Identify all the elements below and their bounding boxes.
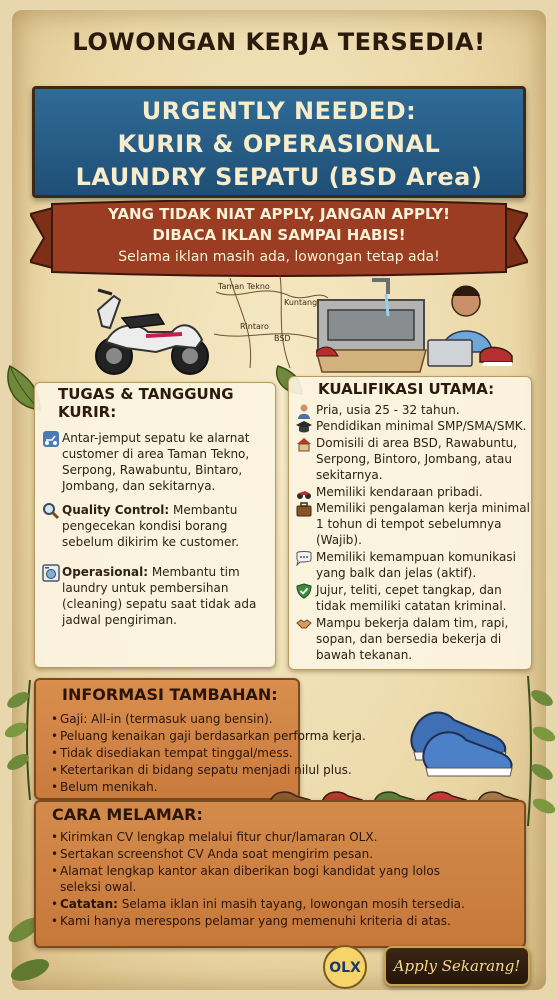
banner-line-2: KURIR & OPERASIONAL: [117, 130, 441, 158]
kualifikasi-item-text: Domisili di area BSD, Rawabuntu, Serpong, Bintoro, Jombang, atau sekitarnya.: [316, 436, 518, 482]
banner-line-3: LAUNDRY SEPATU (BSD Area): [75, 163, 483, 191]
delivery-scooter-icon: [42, 430, 60, 448]
banner-line-1: URGENTLY NEEDED:: [141, 97, 417, 125]
ribbon-line-3: Selama iklan masih ada, lowongan tetap ada!: [118, 249, 440, 265]
map-label-taman-tekno: Taman Tekno: [218, 282, 270, 291]
svg-text:OLX: OLX: [329, 960, 361, 976]
tugas-title-line-1: TUGAS & TANGGUNG: [58, 385, 234, 403]
ribbon-line-1: YANG TIDAK NIAT APPLY, JANGAN APPLY!: [108, 205, 450, 223]
map-label-rintaro: Rintaro: [240, 322, 269, 331]
magnifier-icon: [42, 502, 60, 520]
motorcycle-icon: [296, 485, 312, 501]
person-icon: [296, 403, 312, 419]
house-icon: [296, 436, 312, 452]
kualifikasi-item-text: Mampu bekerja dalam tim, rapi, sopan, dan bersedia bekerja di bawah tekanan.: [316, 616, 509, 662]
tugas-item-text: Quality Control: Membantu pengecekan kondisi borang sebelum dikirim ke customer.: [62, 503, 240, 549]
shield-check-icon: [296, 583, 312, 599]
map-label-bsd: BSD: [274, 334, 291, 343]
area-map: [210, 272, 330, 372]
cara-item: • Alamat lengkap kantor akan diberikan bogi kandidat yang lolos: [60, 863, 440, 879]
info-item: • Ketertarikan di bidang sepatu menjadi nilul plus.: [60, 762, 352, 778]
cara-item: • Catatan: Selama iklan ini masih tayang, lowongan mosih tersedia.: [60, 896, 465, 912]
map-label-kuntang: Kuntang: [284, 298, 318, 307]
cara-item: • Kirimkan CV lengkap melalui fitur chur/lamaran OLX.: [60, 829, 377, 845]
info-item: • Tidak disediakan tempat tinggal/mess.: [60, 745, 293, 761]
info-item: • Peluang kenaikan gaji berdasarkan performa kerja.: [60, 728, 366, 744]
kualifikasi-item-text: Pria, usia 25 - 32 tahun.: [316, 403, 460, 417]
briefcase-icon: [296, 501, 312, 517]
olx-logo-badge[interactable]: [322, 944, 368, 990]
graduation-cap-icon: [296, 419, 312, 435]
laundry-worker-illustration: [316, 276, 526, 376]
tugas-item-text: Antar-jemput sepatu ke alarnat customer di area Taman Tekno, Serpong, Rawabuntu, Bintaro, Jombang, dan sekitarnya.: [62, 431, 250, 493]
washing-machine-icon: [42, 564, 60, 582]
title-banner: [32, 86, 526, 198]
info-title: INFORMASI TAMBAHAN:: [62, 685, 278, 704]
tugas-title-line-2: KURIR:: [58, 403, 117, 421]
scooter-illustration: [86, 282, 216, 382]
speech-bubble-icon: [296, 550, 312, 566]
info-item: • Belum menikah.: [60, 779, 158, 795]
page-headline: LOWONGAN KERJA TERSEDIA!: [72, 28, 486, 56]
cara-item: • Kami hanya merespons pelamar yang memenuhi kriteria di atas.: [60, 913, 451, 929]
ribbon-text: [50, 204, 508, 268]
cara-melamar-title: CARA MELAMAR:: [52, 805, 203, 824]
blue-sneakers-illustration: [404, 700, 520, 780]
info-item: • Gaji: All-in (termasuk uang bensin).: [60, 711, 273, 727]
tugas-title: [58, 385, 273, 421]
cara-item-continuation: seleksi owal.: [60, 880, 137, 894]
apply-now-button[interactable]: Apply Sekarang!: [384, 946, 530, 986]
kualifikasi-item-text: Pendidikan minimal SMP/SMA/SMK.: [316, 419, 527, 433]
ribbon-line-2: DIBACA IKLAN SAMPAI HABIS!: [152, 226, 406, 244]
kualifikasi-item-text: Memiliki kemampuan komunikasi yang balk dan jelas (aktif).: [316, 550, 516, 580]
kualifikasi-title: KUALIFIKASI UTAMA:: [318, 380, 495, 398]
kualifikasi-item-text: Memiliki kendaraan pribadi.: [316, 485, 483, 499]
handshake-icon: [296, 616, 312, 632]
kualifikasi-item-text: Memiliki pengalaman kerja minimal 1 tohun di tempot sebelumnya (Wajib).: [316, 501, 530, 547]
kualifikasi-item-text: Jujur, teliti, cepet tangkap, dan tidak memiliki catatan kriminal.: [316, 583, 507, 613]
tugas-item-text: Operasional: Membantu tim laundry untuk pembersihan (cleaning) sepatu saat tidak ada jadwal pengiriman.: [62, 565, 257, 627]
cara-item: • Sertakan screenshot CV Anda soat mengirim pesan.: [60, 846, 373, 862]
